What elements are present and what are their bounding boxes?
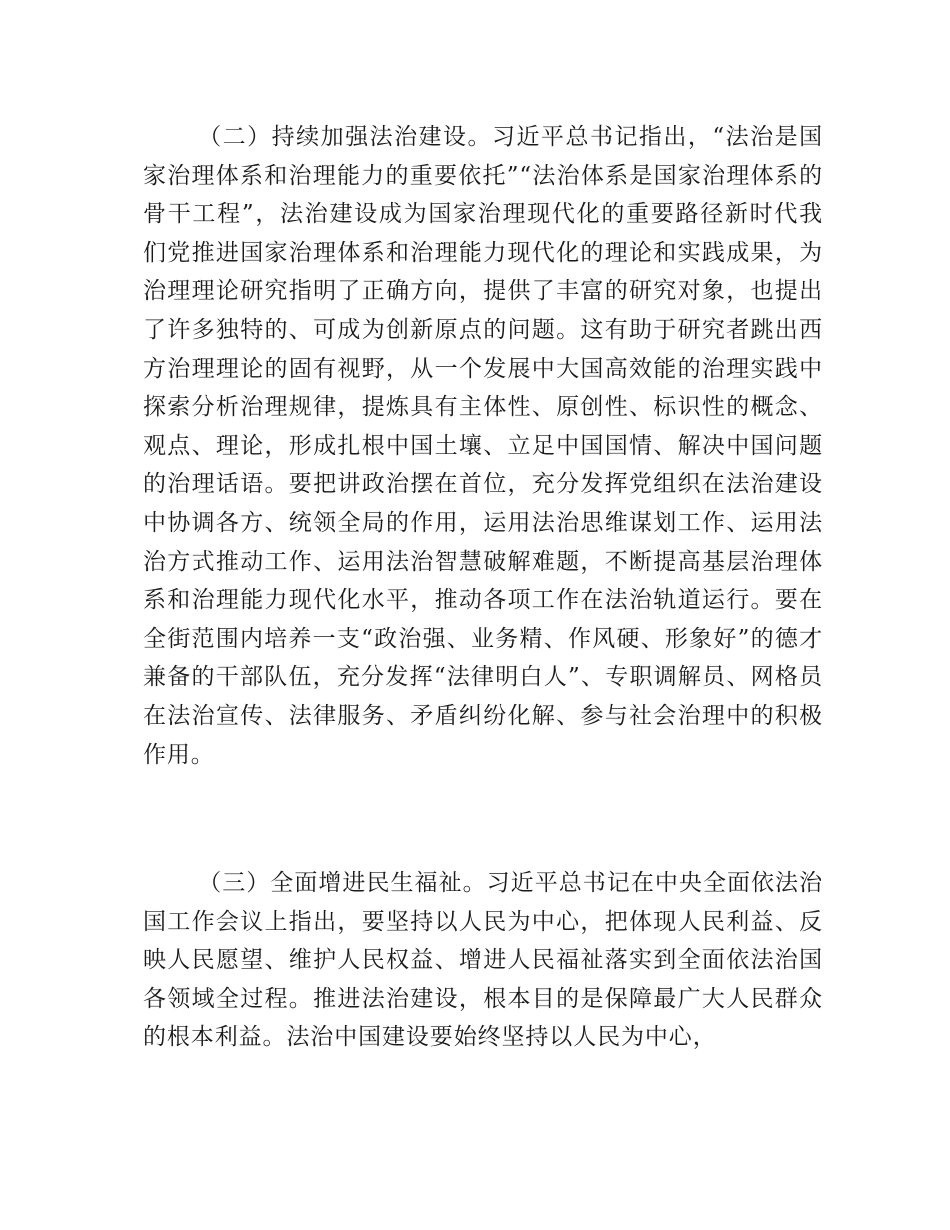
paragraph-strengthen-rule-of-law: （二）持续加强法治建设。习近平总书记指出，“法治是国家治理体系和治理能力的重要依托”“法治体系是国家治理体系的骨干工程”，法治建设成为国家治理现代化的重要路径新时代我们党推进国家治理体系和治理能力现代化的理论和实践成果，为治理理论研究指明了正确方向，提供了丰富的研究对象，也提出了许多独特的、可成为创新原点的问题。这有助于研究者跳出西方治理理论的固有视野，从一个发展中大国高效能的治理实践中探索分析治理规律，提炼具有主体性、原创性、标识性的概念、观点、理论，形成扎根中国土壤、立足中国国情、解决中国问题的治理话语。要把讲政治摆在首位，充分发挥党组织在法治建设中协调各方、统领全局的作用，运用法治思维谋划工作、运用法治方式推动工作、运用法治智慧破解难题，不断提高基层治理体系和治理能力现代化水平，推动各项工作在法治轨道运行。要在全街范围内培养一支“政治强、业务精、作风硬、形象好”的德才兼备的干部队伍，充分发挥“法律明白人”、专职调解员、网格员在法治宣传、法律服务、矛盾纠纷化解、参与社会治理中的积极作用。	[143, 124, 823, 768]
paragraph-improve-wellbeing: （三）全面增进民生福祉。习近平总书记在中央全面依法治国工作会议上指出，要坚持以人民为中心，把体现人民利益、反映人民愿望、维护人民权益、增进人民福祉落实到全面依法治国各领域全过程。推进法治建设，根本目的是保障最广大人民群众的根本利益。法治中国建设要始终坚持以人民为中心，	[143, 870, 823, 1051]
